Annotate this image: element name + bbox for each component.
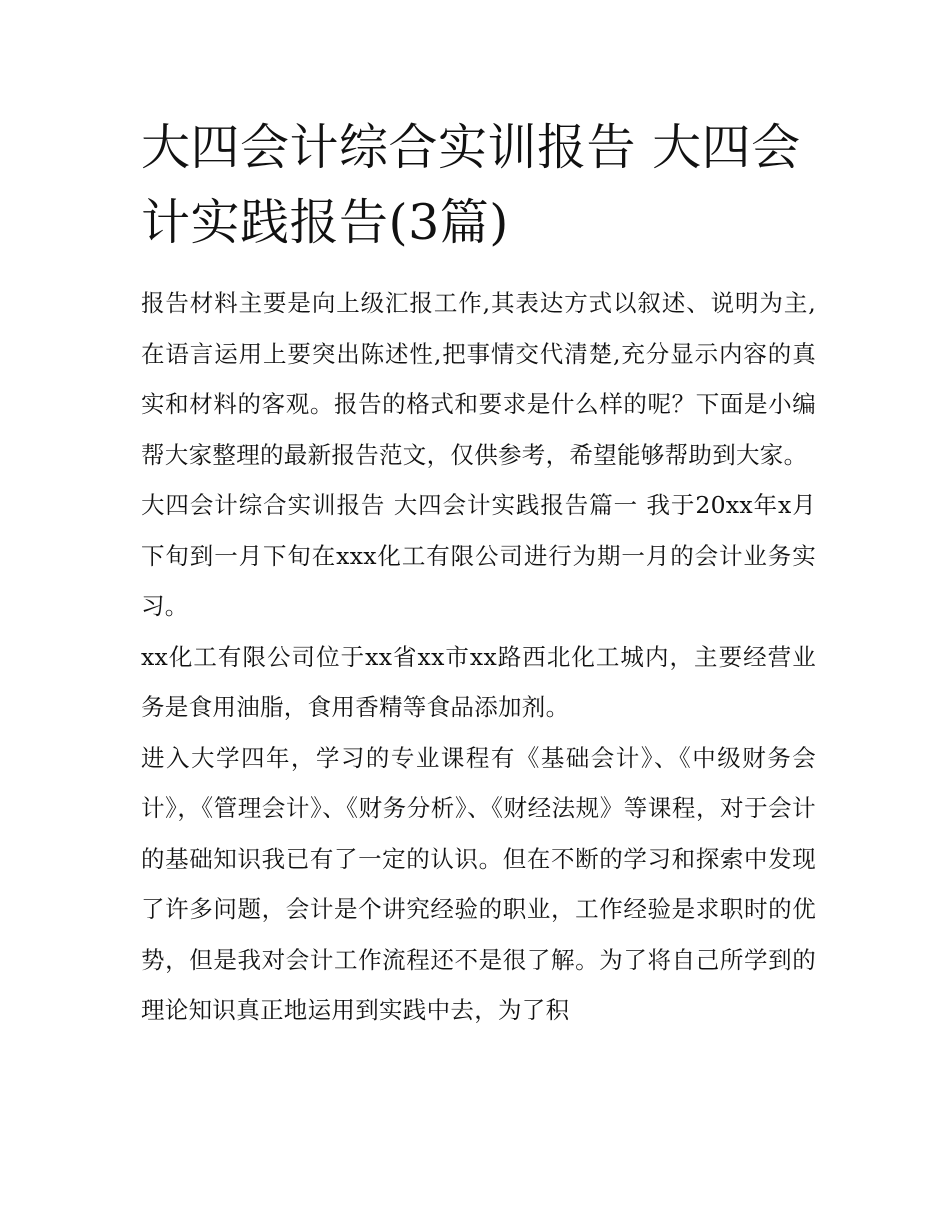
document-title: 大四会计综合实训报告 大四会计实践报告(3篇): [141, 119, 801, 251]
company-paragraph: xx化工有限公司位于xx省xx市xx路西北化工城内，主要经营业务是食用油脂，食用香精等食品添加剂。: [141, 642, 816, 721]
document-body: [141, 278, 816, 1036]
study-paragraph: 进入大学四年，学习的专业课程有《基础会计》、《中级财务会计》，《管理会计》、《财务分析》、《财经法规》等课程，对于会计的基础知识我已有了一定的认识。但在不断的学习和探索中发现了许多问题，会计是个讲究经验的职业，工作经验是求职时的优势，但是我对会计工作流程还不是很了解。为了将自己所学到的理论知识真正地运用到实践中去，为了积: [141, 743, 816, 1024]
section-one-paragraph: 大四会计综合实训报告 大四会计实践报告篇一 我于20xx年x月下旬到一月下旬在xxx化工有限公司进行为期一月的会计业务实习。: [141, 491, 816, 620]
intro-paragraph: 报告材料主要是向上级汇报工作,其表达方式以叙述、说明为主,在语言运用上要突出陈述性,把事情交代清楚,充分显示内容的真实和材料的客观。报告的格式和要求是什么样的呢？下面是小编帮大家整理的最新报告范文，仅供参考，希望能够帮助到大家。: [141, 289, 816, 469]
document-content: [141, 110, 816, 1036]
